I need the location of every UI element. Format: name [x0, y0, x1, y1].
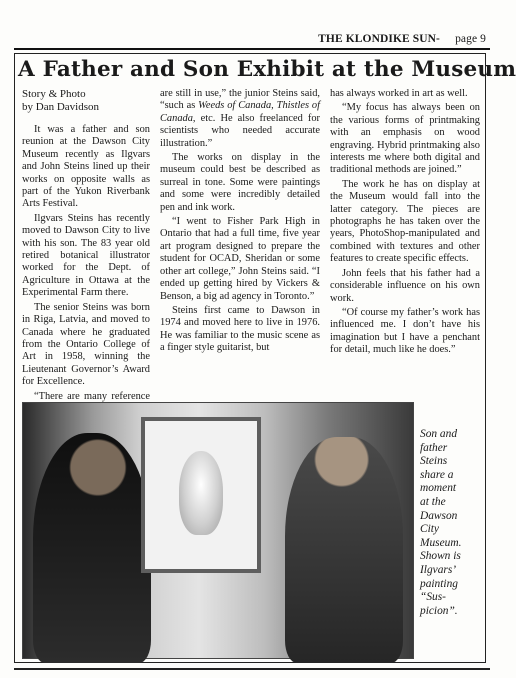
- page-number: page 9: [455, 33, 486, 45]
- paragraph: “There are many reference: [34, 390, 150, 402]
- byline: [22, 88, 150, 114]
- paragraph: It was a father and son reunion at the Dawson City Museum recently as Ilgvars and John Steins lined up their works on opposite walls as part of the Yukon Riverbank Arts Festival.: [22, 124, 150, 210]
- article-headline: A Father and Son Exhibit at the Museum: [18, 57, 516, 82]
- page-header: [14, 30, 490, 48]
- paragraph: “Of course my father’s work has influenced me. I don’t have his imagination but I have a penchant for detail, much like he does.”: [330, 306, 480, 356]
- paragraph: “I went to Fisher Park High in Ontario that had a full time, five year art program designed to prepare the student for OCAD, Sheridan or some other art college,” John Steins said. “I ended up getting hired by Vickers & Benson, a big ad agency in Toronto.”: [160, 216, 320, 302]
- father-figure: [285, 437, 403, 663]
- article-column-3: [330, 88, 480, 394]
- paragraph: The work he has on display at the Museum would fall into the latter category. The pieces are photographs he has taken over the years, PhotoShop-manipulated and combined with textures and other features to create specific effects.: [330, 178, 480, 265]
- paragraph: The works on display in the museum could best be described as surreal in tone. Some were paintings and some were incredibly detailed pen and ink work.: [160, 152, 320, 213]
- byline-line-2: by Dan Davidson: [22, 101, 99, 113]
- paragraph: Steins first came to Dawson in 1974 and moved here to live in 1976. He was familiar to the music scene as a finger style guitarist, but: [160, 304, 320, 354]
- byline-line-1: Story & Photo: [22, 88, 86, 100]
- article-photo: [22, 402, 414, 659]
- paragraph: “My focus has always been on the various forms of printmaking with an emphasis on wood engraving. Hybrid printmaking also interests me where both digital and traditional methods are joined.”: [330, 102, 480, 176]
- painting-subject: [179, 451, 223, 535]
- book-titles: Weeds of Canada, Thistles of Canada: [160, 100, 320, 124]
- masthead: THE KLONDIKE SUN-: [318, 33, 440, 45]
- paragraph: Ilgvars Steins has recently moved to Dawson City to live with his son. The 83 year old retired botanical illustrator worked for the Dept. of Agriculture in Ottawa at the Experimental Farm there.: [22, 212, 150, 299]
- son-figure: [33, 433, 151, 663]
- framed-painting: [141, 417, 261, 573]
- text-run: are still in use,” the junior Steins said, “such as: [160, 88, 320, 112]
- paragraph: John feels that his father had a considerable influence on his own work.: [330, 267, 480, 304]
- paragraph: The senior Steins was born in Riga, Latvia, and moved to Canada where he graduated from the Ontario College of Art in 1958, winning the Lieutenant Governor’s Award for Excellence.: [22, 301, 150, 388]
- text-run: , etc. He also freelanced for scientists who needed accurate illustration.”: [160, 112, 320, 149]
- header-rule: [14, 48, 490, 50]
- paragraph: [160, 88, 320, 150]
- paragraph: has always worked in art as well.: [330, 88, 468, 99]
- photo-caption: Son and father Steins share a moment at the Dawson City Museum. Shown is Ilgvars’ painting “Sus- picion”.: [420, 428, 462, 617]
- article-column-1: [22, 88, 150, 402]
- footer-rule: [14, 668, 490, 670]
- article-column-2: [160, 88, 320, 394]
